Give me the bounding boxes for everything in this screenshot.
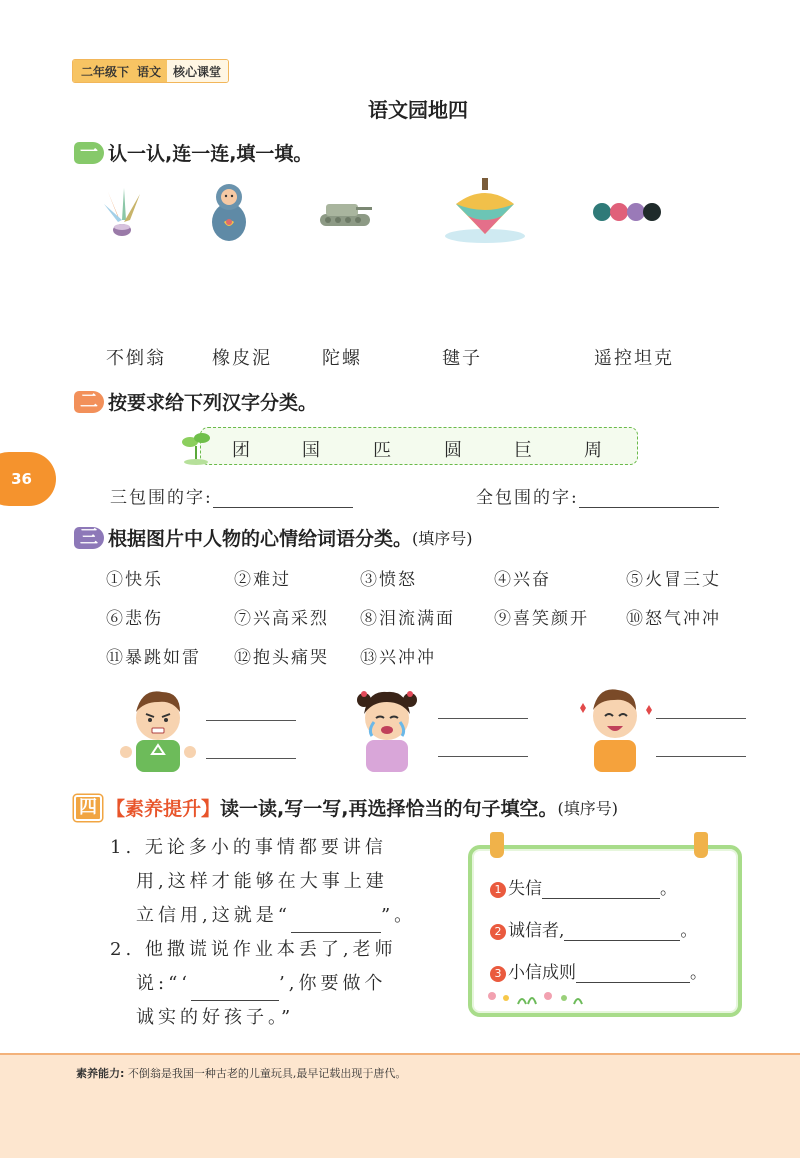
happy-answer-line-2[interactable] (656, 756, 746, 757)
option-10: ⑩怒气冲冲 (626, 609, 721, 629)
flower-decoration-icon (484, 986, 594, 1006)
page-title: 语文园地四 (368, 98, 468, 122)
option-11: ⑪暴跳如雷 (106, 648, 201, 668)
question-1-answer-blank[interactable] (291, 914, 381, 933)
matryoshka-doll-icon (210, 182, 248, 242)
proverb-1-end: 。 (660, 879, 677, 899)
char-item: 周 (584, 440, 602, 461)
toy-word-shuttlecock: 毽子 (442, 348, 482, 369)
char-item: 匹 (373, 440, 391, 461)
option-13: ⑬兴冲冲 (360, 648, 436, 668)
proverb-1-blank[interactable] (542, 880, 660, 899)
proverb-1-number: 1 (490, 882, 506, 898)
three-side-label: 三包围的字: (110, 488, 213, 508)
option-3: ③愤怒 (360, 570, 417, 590)
option-9: ⑨喜笑颜开 (494, 609, 589, 629)
section-3-number: 三 (74, 527, 104, 549)
header-series: 核心课堂 (167, 60, 228, 82)
option-6: ⑥悲伤 (106, 609, 163, 629)
section-2-number: 二 (74, 391, 104, 413)
proverb-3 (490, 958, 707, 983)
angry-boy-icon (118, 682, 198, 774)
section-2-heading (74, 388, 317, 415)
question-1-line-3a: 立信用,这就是“ (136, 905, 291, 926)
question-1-line-2: 用,这样才能够在大事上建 (136, 871, 388, 892)
option-12: ⑫抱头痛哭 (234, 648, 329, 668)
three-side-enclosed-row (110, 483, 353, 508)
question-2-line-2a: 说:“‘ (136, 973, 191, 994)
section-3-note: (填序号) (412, 529, 473, 548)
proverb-2-blank[interactable] (564, 922, 680, 941)
proverb-3-text: 小信成则 (508, 963, 576, 983)
question-1 (110, 831, 416, 933)
section-1-title: 认一认,连一连,填一填。 (108, 143, 313, 165)
colored-balls-icon (592, 200, 670, 224)
question-1-line-1: 1. 无论多小的事情都要讲信 (110, 837, 387, 858)
char-item: 团 (232, 440, 250, 461)
footer-note-bar (0, 1053, 800, 1158)
section-3-heading (74, 524, 473, 551)
proverb-3-blank[interactable] (576, 964, 690, 983)
toy-word-top: 陀螺 (322, 348, 362, 369)
section-4-note: (填序号) (557, 799, 618, 818)
section-1-heading (74, 139, 312, 166)
char-item: 巨 (514, 440, 532, 461)
crying-girl-icon (342, 680, 432, 774)
full-enclosed-row (476, 483, 719, 508)
proverb-3-end: 。 (690, 963, 707, 983)
proverb-2-number: 2 (490, 924, 506, 940)
card-pin-left-icon (490, 832, 504, 858)
proverb-2-end: 。 (680, 921, 698, 941)
sad-answer-line-1[interactable] (438, 718, 528, 719)
angry-answer-line-1[interactable] (206, 720, 296, 721)
literacy-tag: 【素养提升】 (106, 798, 221, 820)
option-2: ②难过 (234, 570, 291, 590)
page-number-tab: 36 (0, 452, 56, 506)
section-4-heading (74, 794, 618, 821)
section-3-title: 根据图片中人物的心情给词语分类。 (108, 528, 413, 550)
toy-word-tumbler: 不倒翁 (106, 348, 166, 369)
toy-word-rc-tank: 遥控坦克 (594, 348, 674, 369)
option-1: ①快乐 (106, 570, 163, 590)
question-1-line-3b: ”。 (380, 905, 417, 926)
proverb-1 (490, 874, 677, 899)
header-grade: 二年级下 (73, 60, 135, 82)
toy-word-plasticine: 橡皮泥 (212, 348, 272, 369)
question-2-answer-blank[interactable] (191, 982, 279, 1001)
footer-text: 不倒翁是我国一种古老的儿童玩具,最早记载出现于唐代。 (127, 1067, 407, 1080)
proverb-3-number: 3 (490, 966, 506, 982)
sad-answer-line-2[interactable] (438, 756, 528, 757)
section-1-number: 一 (74, 142, 104, 164)
header-subject: 语文 (135, 60, 167, 82)
three-side-answer-blank[interactable] (213, 489, 353, 508)
card-pin-right-icon (694, 832, 708, 858)
spinning-top-icon (442, 176, 528, 246)
option-5: ⑤火冒三丈 (626, 570, 721, 590)
question-2-line-2b: ’,你要做个 (279, 973, 387, 994)
option-8: ⑧泪流满面 (360, 609, 455, 629)
angry-answer-line-2[interactable] (206, 758, 296, 759)
character-box (200, 427, 638, 465)
question-2-line-3: 诚实的好孩子。” (136, 1007, 295, 1028)
happy-boy-icon (572, 680, 656, 774)
full-enclosed-label: 全包围的字: (476, 488, 579, 508)
footer-label: 素养能力: (76, 1067, 125, 1080)
shuttlecock-icon (100, 186, 144, 244)
option-4: ④兴奋 (494, 570, 551, 590)
toy-tank-icon (316, 196, 374, 230)
char-item: 国 (302, 440, 320, 461)
section-4-number: 四 (74, 795, 102, 821)
proverb-1-text: 失信 (508, 879, 542, 899)
char-item: 圆 (444, 440, 462, 461)
happy-answer-line-1[interactable] (656, 718, 746, 719)
full-enclosed-answer-blank[interactable] (579, 489, 719, 508)
section-4-title: 读一读,写一写,再选择恰当的句子填空。 (220, 798, 558, 820)
option-7: ⑦兴高采烈 (234, 609, 329, 629)
question-2-line-1: 2. 他撒谎说作业本丢了,老师 (110, 939, 397, 960)
proverb-2-text: 诚信者, (508, 921, 565, 941)
book-header-tag (72, 59, 229, 83)
section-2-title: 按要求给下列汉字分类。 (108, 392, 318, 414)
proverb-2 (490, 916, 697, 941)
sprout-icon (180, 428, 214, 466)
question-2 (110, 933, 397, 1035)
